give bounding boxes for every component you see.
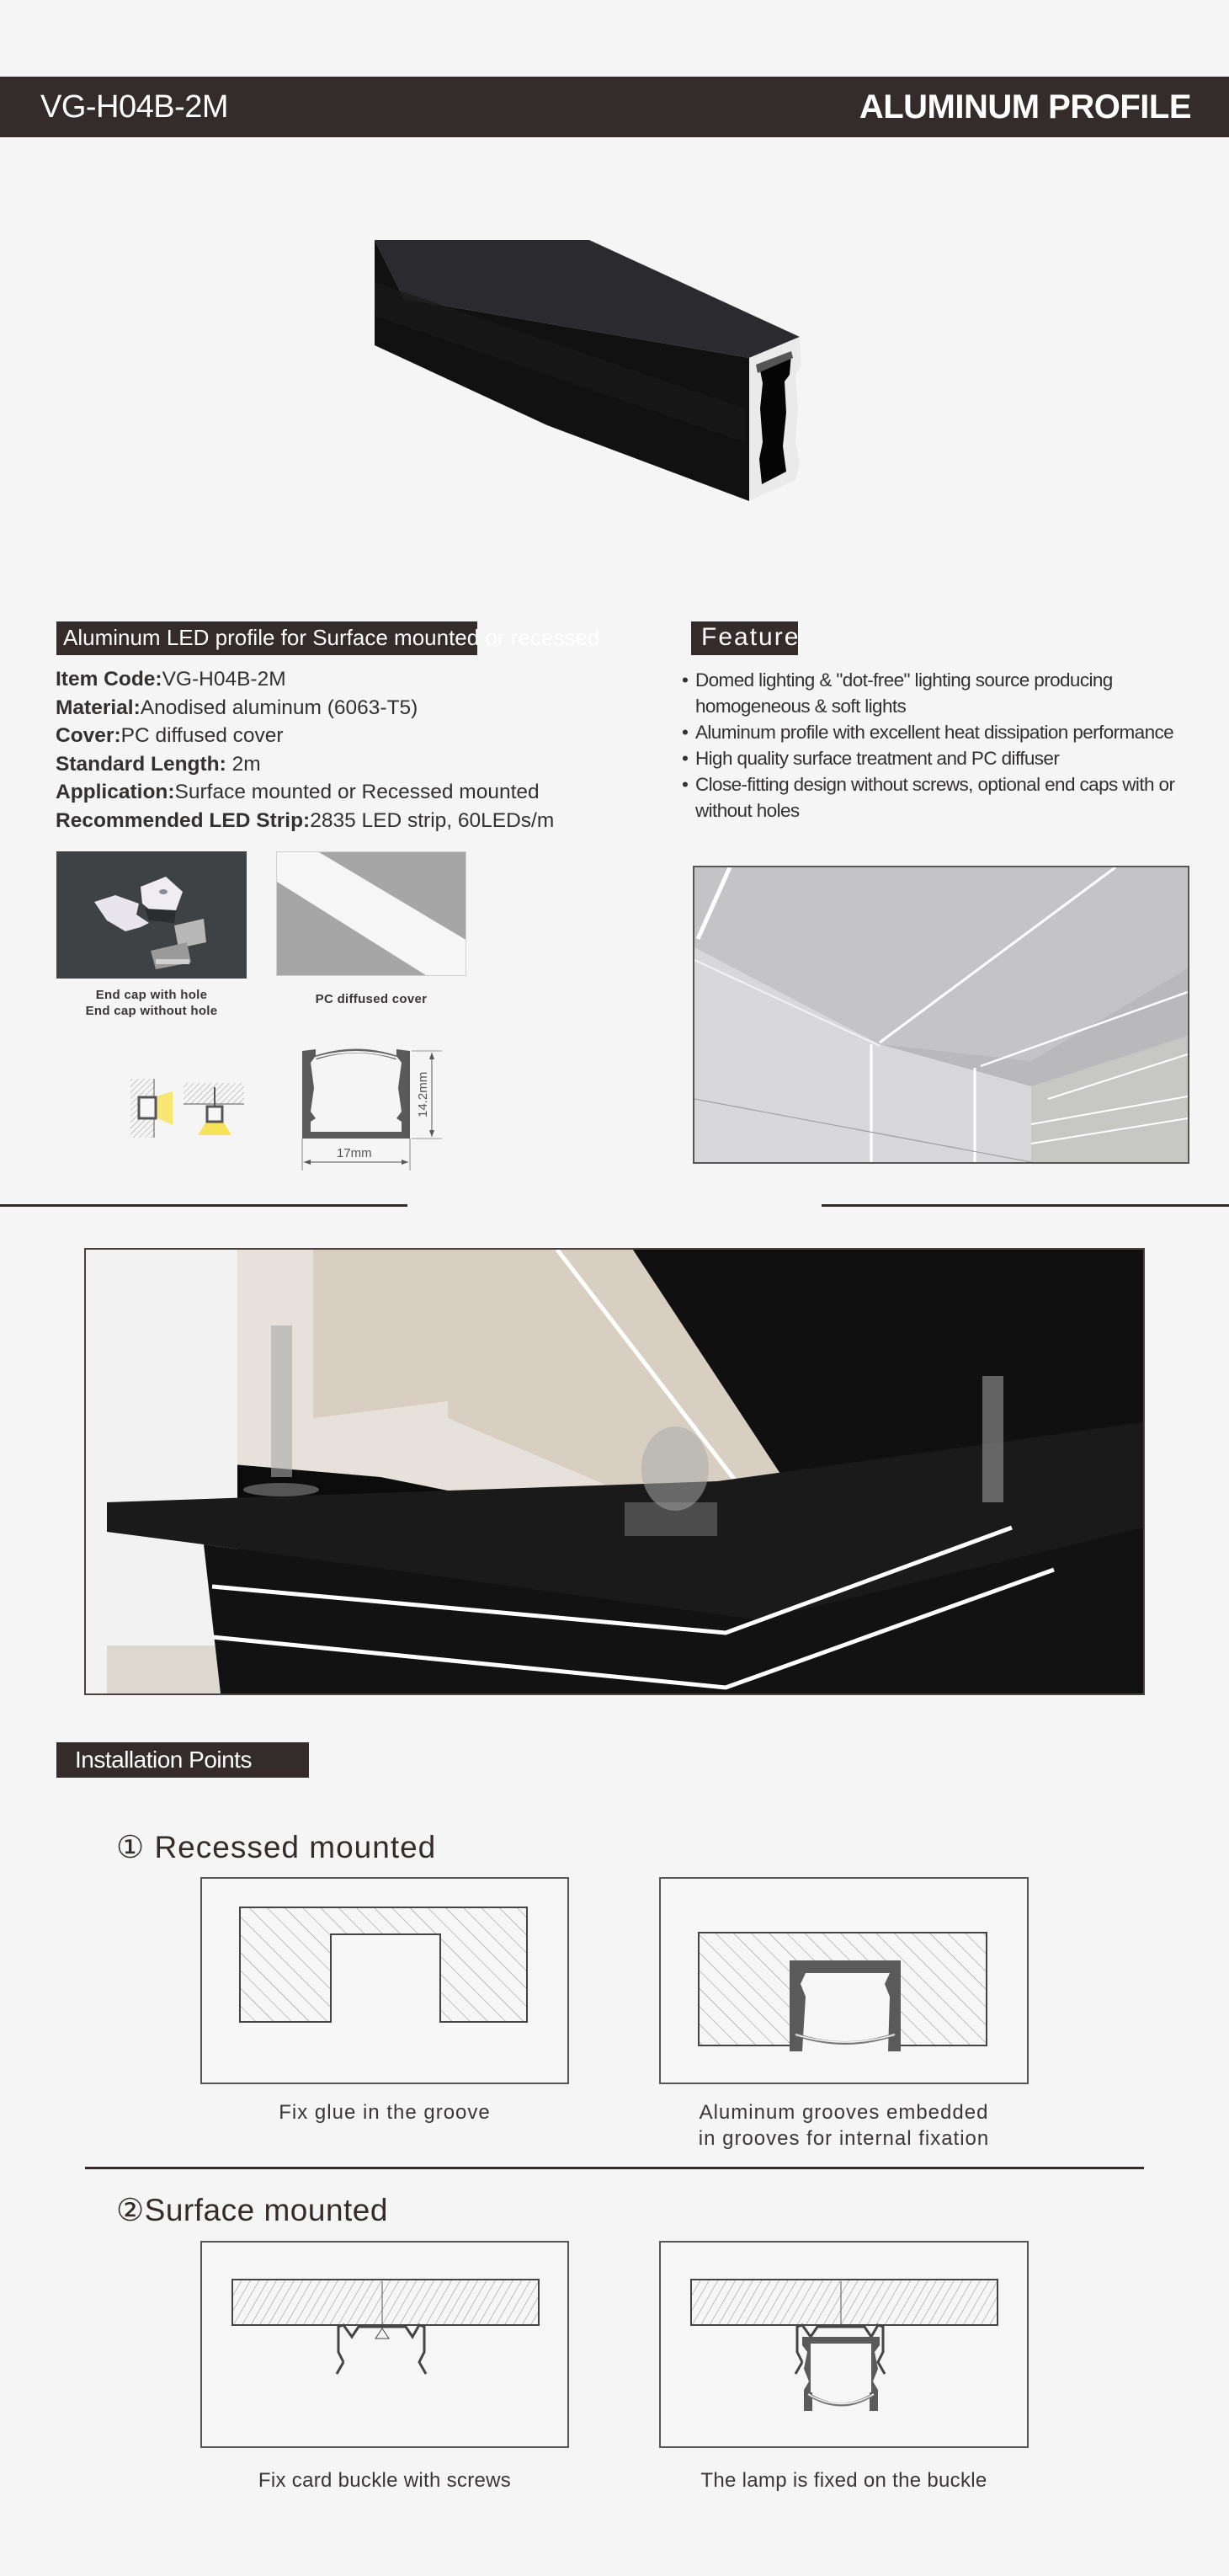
section-divider-left — [0, 1204, 407, 1207]
diagram-glue-groove — [200, 1877, 569, 2084]
feature-list — [680, 667, 1202, 824]
spec-row-application — [56, 778, 678, 807]
surface-mounted-heading: ②Surface mounted — [116, 2193, 388, 2227]
spec-row-material — [56, 694, 678, 723]
spec-label: Item Code: — [56, 668, 162, 691]
spec-value: 2m — [226, 752, 261, 776]
height-dimension-label: 14.2mm — [416, 1071, 430, 1117]
caption-embedded-groove — [640, 2099, 1048, 2152]
product-image — [370, 232, 808, 509]
feature-item: • High quality surface treatment and PC diffuser — [680, 745, 1202, 771]
pc-cover-photo — [276, 851, 466, 976]
end-cap-with-hole-label: End cap with hole — [95, 988, 208, 1002]
profile-dimension-drawing — [299, 1037, 450, 1172]
caption-glue-groove: Fix glue in the groove — [279, 2101, 491, 2124]
spec-value: 2835 LED strip, 60LEDs/m — [310, 808, 555, 832]
specs-list — [56, 665, 678, 835]
caption-line: in grooves for internal fixation — [698, 2127, 990, 2150]
bar-counter-application-photo — [84, 1248, 1145, 1695]
end-cap-photo — [56, 851, 247, 979]
feature-item: • Domed lighting & "dot-free" lighting source producing homogeneous & soft lights — [680, 667, 1202, 719]
caption-line: Aluminum grooves embedded — [699, 2101, 989, 2124]
section-divider-middle — [85, 2167, 1144, 2169]
section-divider-right — [822, 1204, 1229, 1207]
spec-label: Application: — [56, 781, 175, 803]
spec-label: Cover: — [56, 724, 121, 747]
spec-value: PC diffused cover — [120, 724, 284, 747]
caption-buckle-screws: Fix card buckle with screws — [258, 2469, 512, 2492]
spec-label: Recommended LED Strip: — [56, 808, 311, 832]
diagram-embedded-groove — [659, 1877, 1029, 2084]
recessed-mounted-heading: ① Recessed mounted — [116, 1830, 437, 1864]
spec-value: Surface mounted or Recessed mounted — [174, 781, 540, 803]
mounting-icons — [130, 1075, 257, 1142]
spec-row-item-code — [56, 665, 678, 694]
spec-label: Standard Length: — [56, 752, 226, 776]
installation-title: Installation Points — [56, 1742, 309, 1778]
spec-label: Material: — [56, 696, 141, 719]
width-dimension-label: 17mm — [337, 1146, 372, 1160]
end-cap-without-hole-label: End cap without hole — [85, 1004, 218, 1018]
header-item-code: VG-H04B-2M — [40, 89, 229, 125]
feature-item: • Aluminum profile with excellent heat dissipation performance — [680, 719, 1202, 745]
feature-title: Feature — [691, 621, 798, 655]
specs-title: Aluminum LED profile for Surface mounted or recessed — [56, 621, 477, 655]
diagram-lamp-buckle — [659, 2241, 1029, 2448]
spec-value: VG-H04B-2M — [162, 668, 286, 691]
spec-row-length — [56, 750, 678, 779]
spec-value: Anodised aluminum (6063-T5) — [140, 696, 418, 719]
spec-row-cover — [56, 722, 678, 750]
pc-cover-caption: PC diffused cover — [315, 992, 428, 1006]
feature-item: • Close-fitting design without screws, optional end caps with or without holes — [680, 771, 1202, 824]
spec-row-led-strip — [56, 807, 678, 835]
header-category-title: ALUMINUM PROFILE — [859, 88, 1191, 125]
end-cap-caption — [56, 987, 247, 1019]
ceiling-application-photo — [693, 866, 1189, 1164]
diagram-buckle-screws — [200, 2241, 569, 2448]
caption-lamp-buckle: The lamp is fixed on the buckle — [700, 2469, 987, 2492]
